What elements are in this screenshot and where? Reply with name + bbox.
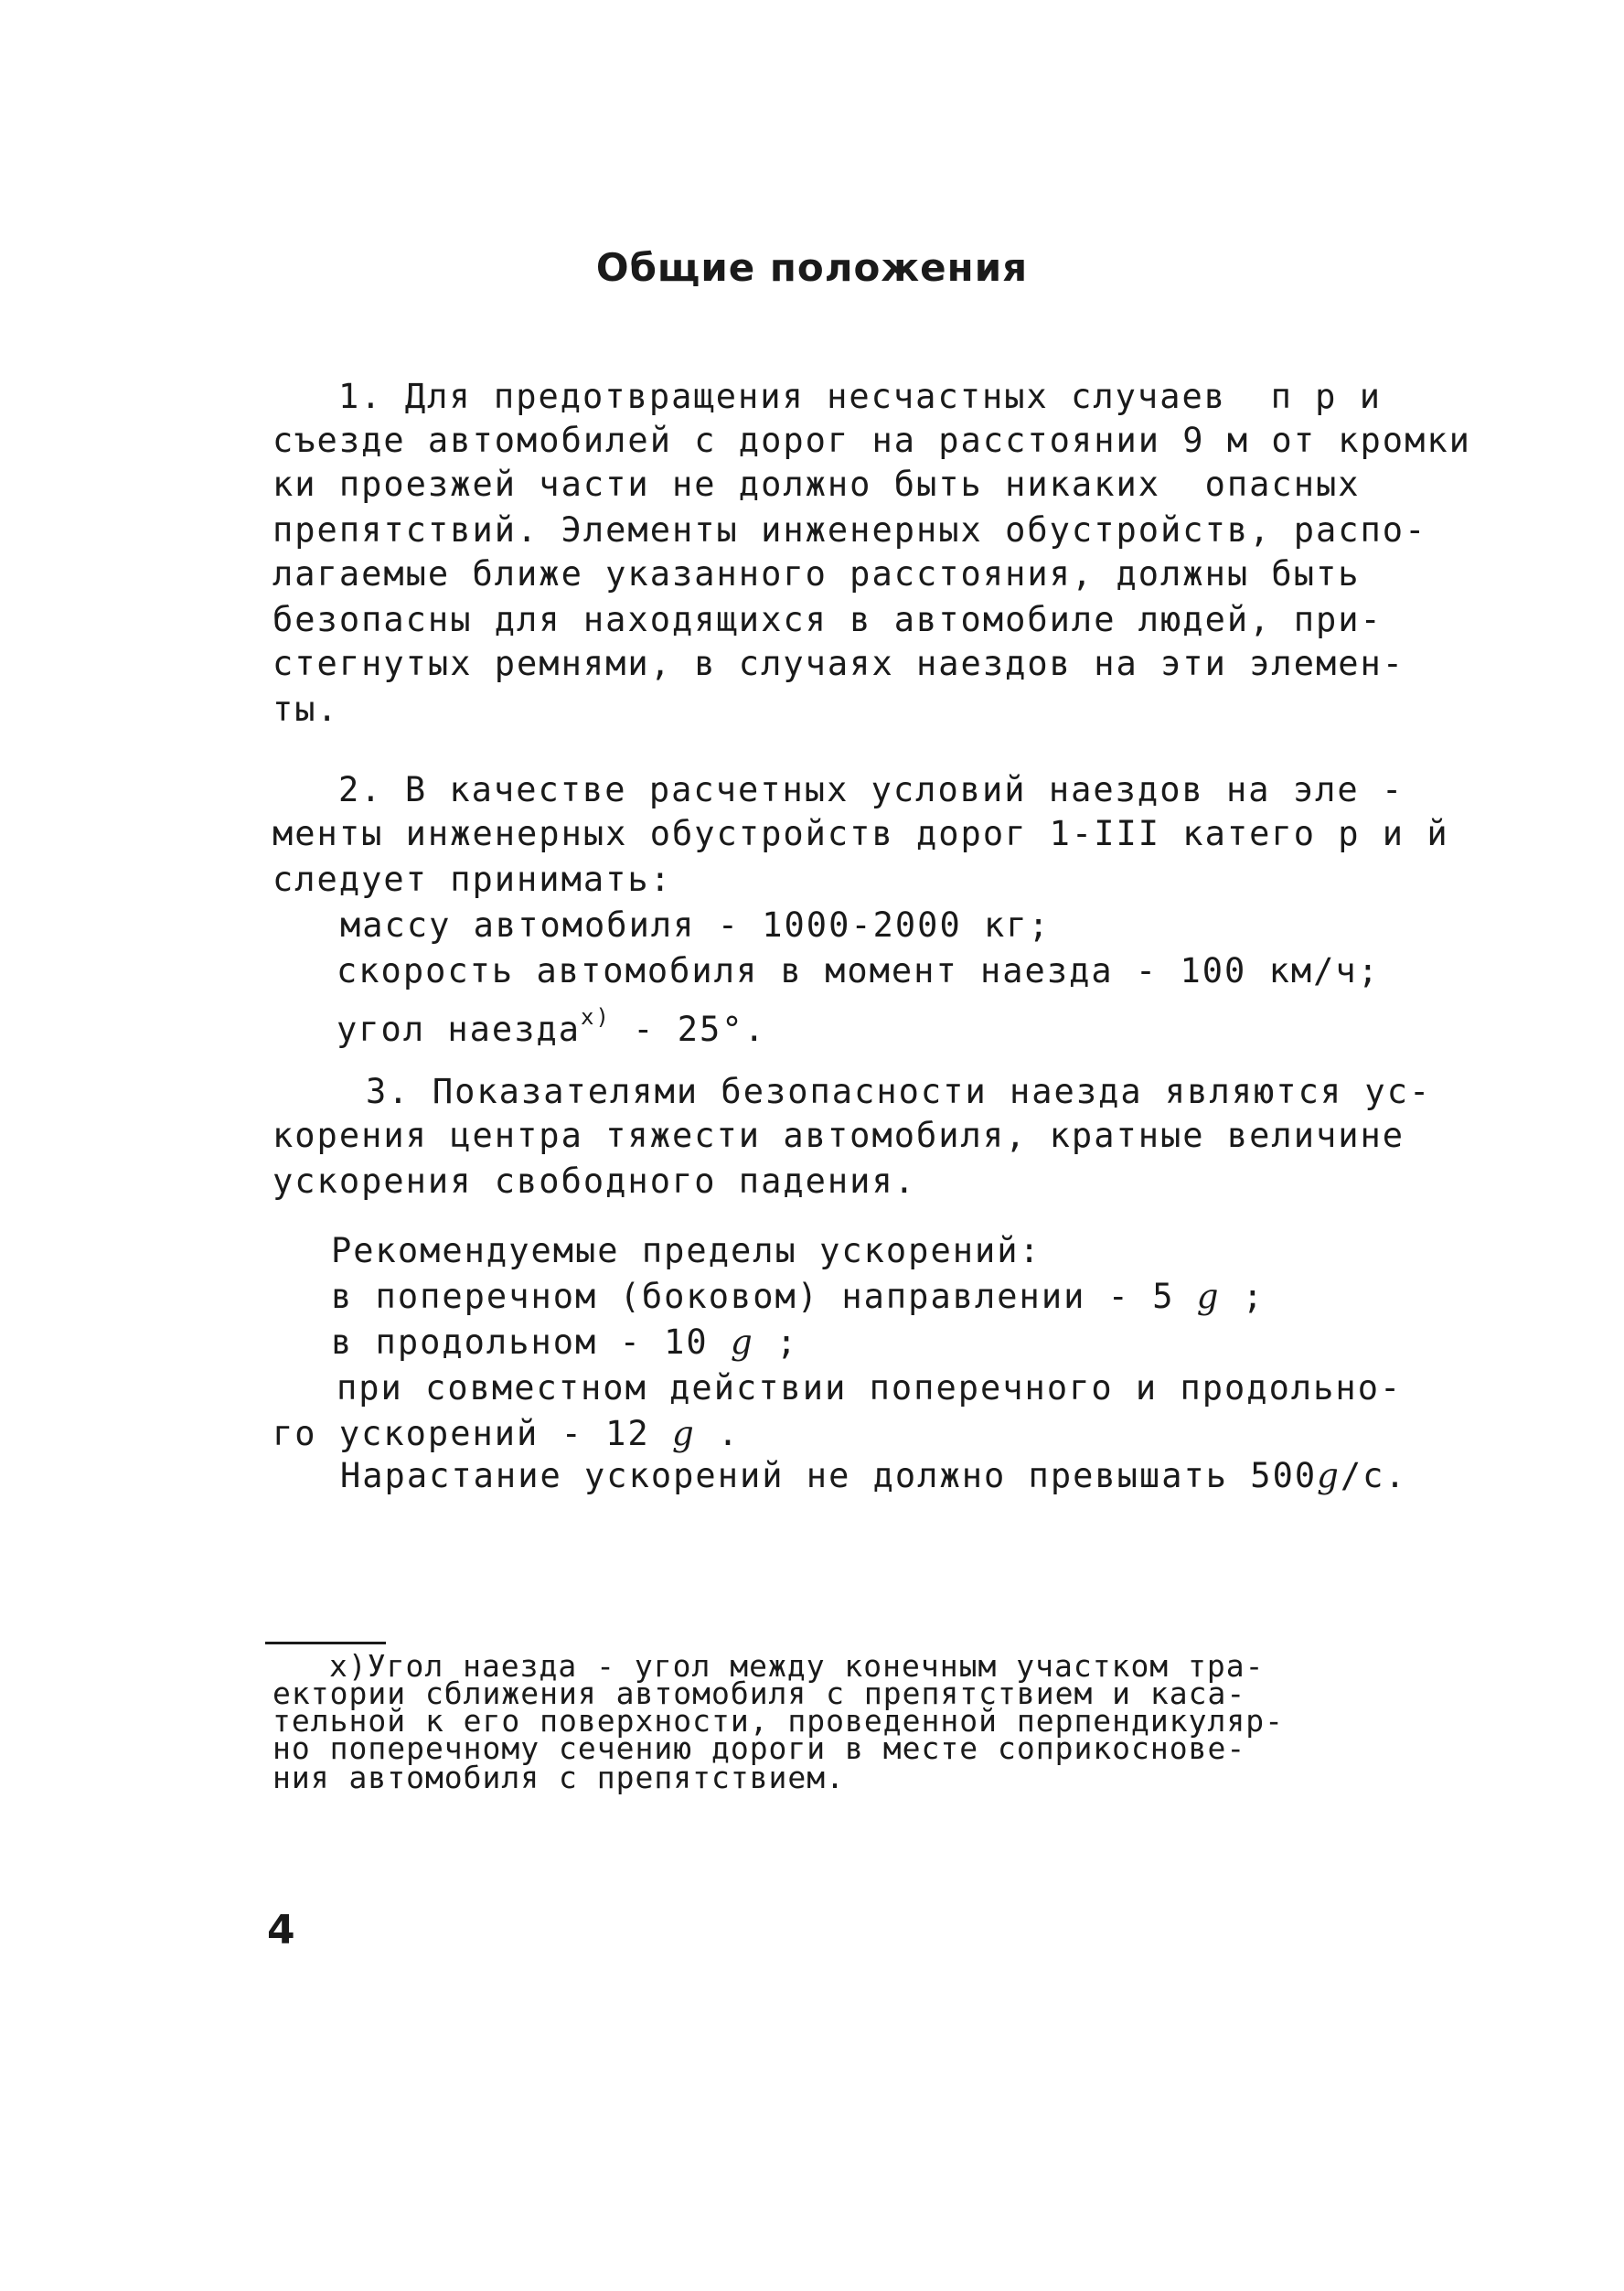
p2-line-2: менты инженерных обустройств дорог 1-III катего р и й <box>272 814 1449 853</box>
limits-combined-line-2 <box>272 1412 1425 1456</box>
p2-speed: скорость автомобиля в момент наезда - 100 км/ч; <box>337 951 1380 990</box>
p2-mass: массу автомобиля - 1000-2000 кг; <box>340 905 1051 945</box>
p1-line-6: безопасны для находящихся в автомобиле людей, при- <box>272 600 1383 639</box>
limits-lateral <box>331 1275 1483 1319</box>
limits-combined-line-1: при совместном действии поперечного и продольно- <box>337 1368 1403 1408</box>
p1-line-3: ки проезжей части не должно быть никаких опасных <box>272 465 1361 504</box>
footnote-line-5: ния автомобиля с препятствием. <box>272 1760 846 1795</box>
p3-line-2: корения центра тяжести автомобиля, кратные величине <box>272 1116 1405 1155</box>
limits-heading: Рекомендуемые пределы ускорений: <box>331 1231 1042 1270</box>
g-unit: g <box>671 1414 696 1453</box>
limits-growth-prefix: Нарастание ускорений не должно превышать 500 <box>340 1456 1318 1495</box>
g-unit: g <box>1196 1277 1221 1316</box>
p1-line-2: съезде автомобилей с дорог на расстоянии 9 м от кромки <box>272 421 1471 460</box>
limits-longitudinal-suffix: ; <box>753 1322 799 1362</box>
p1-line-7: стегнутых ремнями, в случаях наездов на эти элемен- <box>272 644 1405 683</box>
p2-angle <box>337 995 1489 1052</box>
limits-growth <box>340 1454 1492 1498</box>
limits-longitudinal-prefix: в продольном - 10 <box>331 1322 731 1362</box>
page-number: 4 <box>267 1907 295 1954</box>
limits-combined-prefix: го ускорений - 12 <box>272 1414 672 1453</box>
p2-angle-prefix: угол наезда <box>337 1010 582 1049</box>
p1-line-8: ты. <box>272 690 339 729</box>
p2-angle-suffix: - 25°. <box>610 1010 766 1049</box>
footnote-line-4: но поперечному сечению дороги в месте соприкоснове- <box>272 1730 1246 1766</box>
p1-line-4: препятствий. Элементы инженерных обустройств, распо- <box>272 510 1427 550</box>
footnote-line-3: тельной к его поверхности, проведенной перпендикуляр- <box>272 1703 1284 1739</box>
p1-line-1: 1. Для предотвращения несчастных случаев п р и <box>338 377 1382 416</box>
footnote-marker: x) <box>581 1004 611 1030</box>
g-unit: g <box>730 1322 754 1362</box>
p3-line-3: ускорения свободного падения. <box>272 1162 917 1201</box>
p3-line-1: 3. Показателями безопасности наезда являются ус- <box>366 1072 1432 1111</box>
footnote-line-1: x)Угол наезда - угол между конечным участком тра- <box>329 1648 1265 1684</box>
footnote-divider <box>265 1642 386 1644</box>
limits-combined-suffix: . <box>695 1414 741 1453</box>
limits-growth-suffix: /с. <box>1340 1456 1407 1495</box>
g-unit: g <box>1317 1456 1341 1495</box>
limits-longitudinal <box>331 1321 1483 1365</box>
limits-lateral-prefix: в поперечном (боковом) направлении - 5 <box>331 1277 1197 1316</box>
p2-line-1: 2. В качестве расчетных условий наездов на эле - <box>338 770 1405 809</box>
limits-lateral-suffix: ; <box>1220 1277 1266 1316</box>
p2-line-3: следует принимать: <box>272 860 672 899</box>
p1-line-5: лагаемые ближе указанного расстояния, должны быть <box>272 554 1361 594</box>
footnote-line-2: ектории сближения автомобиля с препятствием и каса- <box>272 1675 1246 1711</box>
section-title: Общие положения <box>595 245 1029 290</box>
